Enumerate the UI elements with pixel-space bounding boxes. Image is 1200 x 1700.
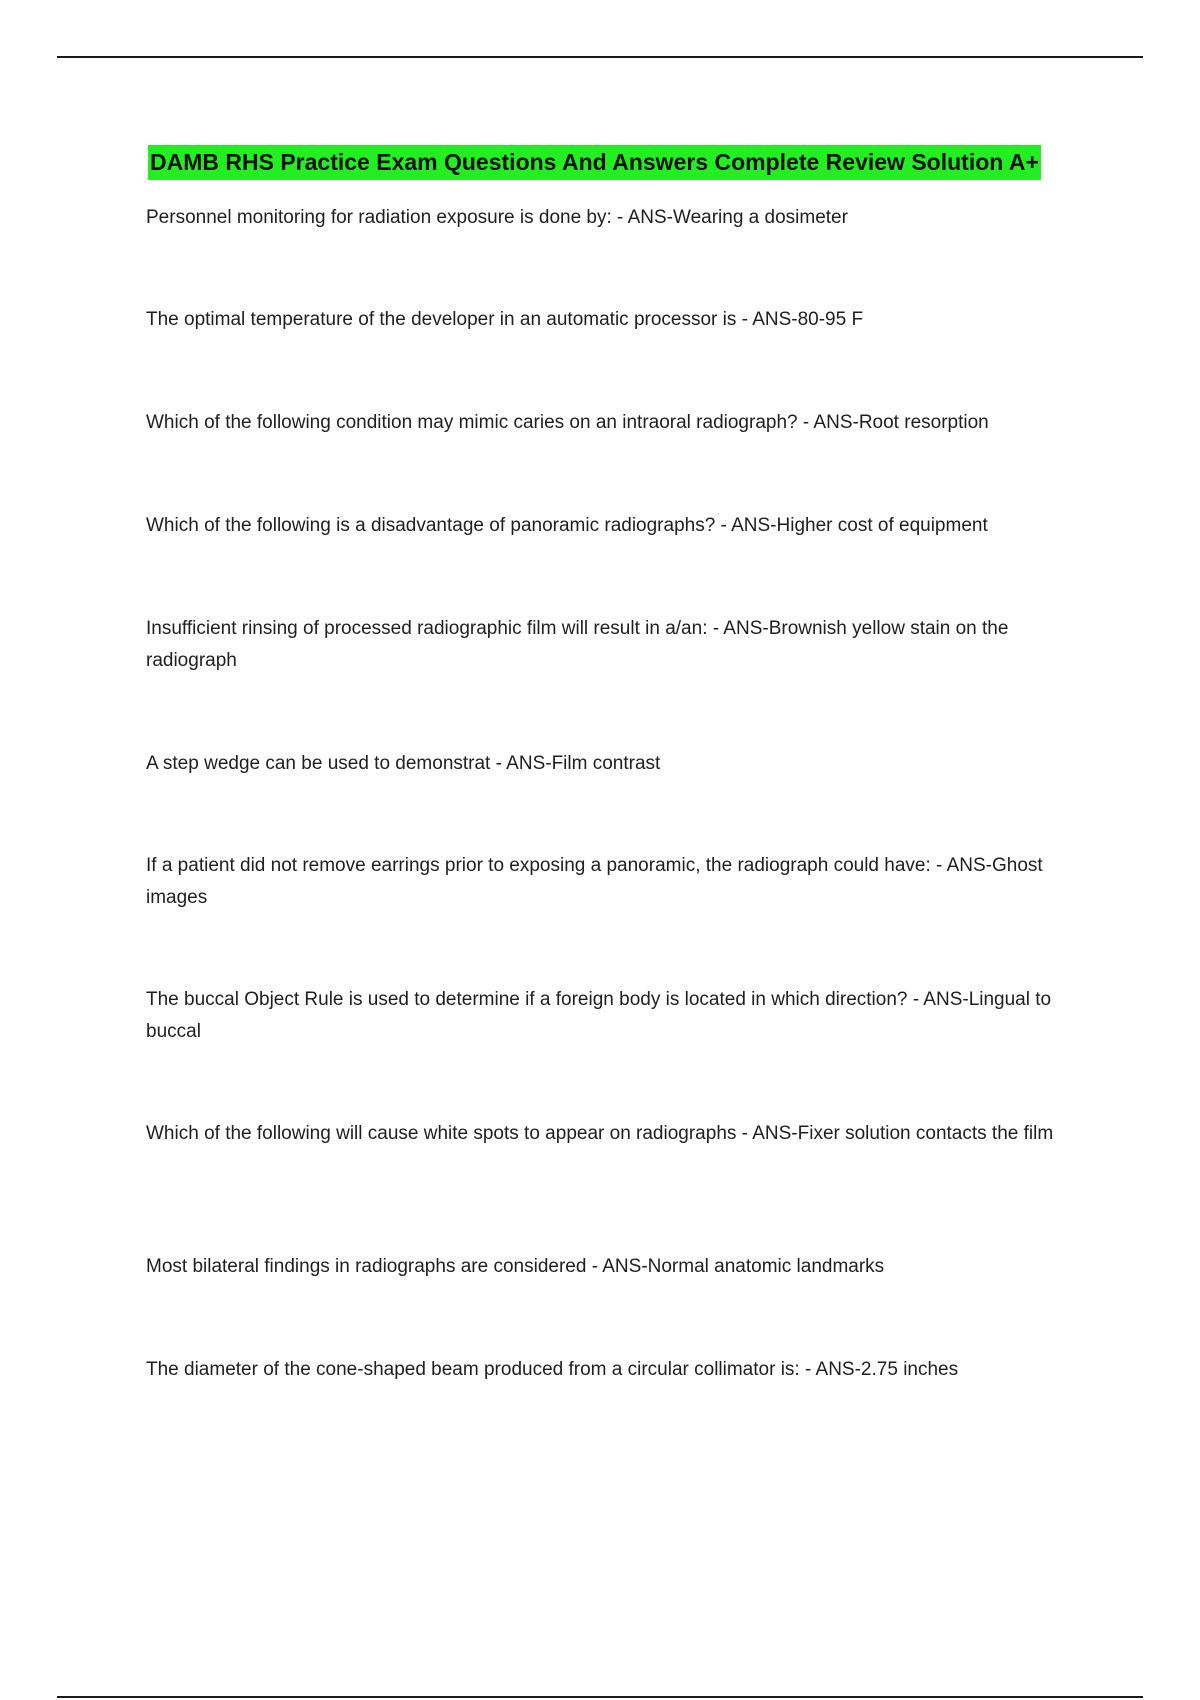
qa-item-1: Personnel monitoring for radiation exposure is done by: - ANS-Wearing a dosimeter	[146, 207, 848, 228]
qa-item-6: A step wedge can be used to demonstrat - ANS-Film contrast	[146, 753, 661, 774]
qa-item-4: Which of the following is a disadvantage of panoramic radiographs? - ANS-Higher cost of equipment	[146, 515, 988, 536]
qa-item-8: The buccal Object Rule is used to determine if a foreign body is located in which direction? - ANS-Lingual to buccal	[146, 989, 1052, 1042]
qa-item-11: The diameter of the cone-shaped beam produced from a circular collimator is: - ANS-2.75 inches	[146, 1359, 959, 1380]
top-rule	[57, 56, 1143, 58]
qa-item-3: Which of the following condition may mimic caries on an intraoral radiograph? - ANS-Root resorption	[146, 412, 989, 433]
title-container	[148, 145, 1086, 180]
qa-item-7: If a patient did not remove earrings prior to exposing a panoramic, the radiograph could have: - ANS-Ghost images	[146, 855, 1043, 908]
bottom-rule	[57, 1696, 1143, 1698]
qa-item-10: Most bilateral findings in radiographs are considered - ANS-Normal anatomic landmarks	[146, 1256, 885, 1277]
document-title: DAMB RHS Practice Exam Questions And Answers Complete Review Solution A+	[148, 145, 1041, 180]
qa-item-9: Which of the following will cause white spots to appear on radiographs - ANS-Fixer solution contacts the film	[146, 1123, 1054, 1144]
qa-item-5: Insufficient rinsing of processed radiographic film will result in a/an: - ANS-Brownish yellow stain on the radiograph	[146, 618, 1009, 671]
qa-item-2: The optimal temperature of the developer in an automatic processor is - ANS-80-95 F	[146, 309, 864, 330]
